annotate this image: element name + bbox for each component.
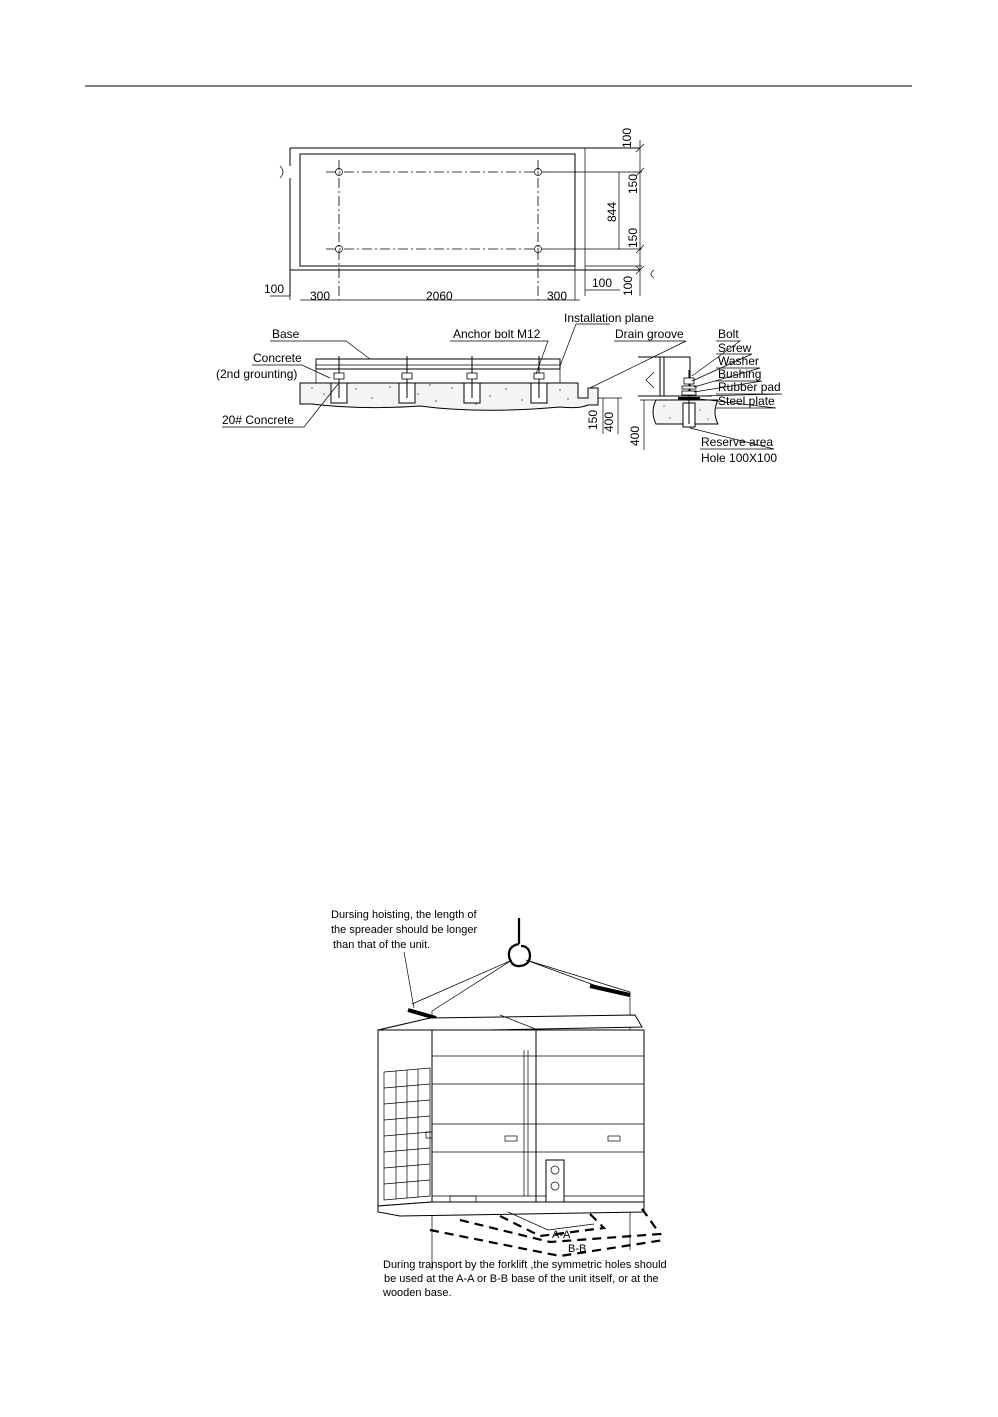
dim-left-100: 100 [264, 282, 285, 296]
dim-right-lower-150: 150 [626, 227, 640, 248]
base-label: Base [272, 327, 300, 341]
dim-top-100: 100 [620, 127, 634, 148]
steel-plate-label: Steel plate [718, 394, 775, 408]
forklift-note-line-3: wooden base. [383, 1287, 452, 1299]
bushing-label: Bushing [718, 367, 762, 381]
hole-size-label: Hole 100X100 [701, 451, 778, 465]
dim-right-upper-150: 150 [626, 173, 640, 194]
dim-400-right: 400 [602, 411, 616, 432]
dim-right-300: 300 [547, 289, 568, 303]
base-rail [316, 359, 560, 369]
drain-groove-label: Drain groove [615, 327, 684, 341]
concrete-label: Concrete [253, 351, 302, 365]
dim-height-844: 844 [605, 201, 619, 222]
forklift-note-line-2: be used at the A-A or B-B base of the unit itself, or at the [384, 1273, 659, 1285]
foundation-plan-view [264, 128, 654, 303]
anchor-detail-view [628, 327, 782, 465]
hoisting-figure [331, 909, 667, 1299]
dim-span-2060: 2060 [426, 289, 453, 303]
screw-label: Screw [718, 341, 752, 355]
hoisting-note-line-1: Dursing hoisting, the length of [331, 909, 477, 921]
hoisting-note-line-3: than that of the unit. [333, 939, 431, 951]
dim-bottom-right-100: 100 [592, 276, 613, 290]
dim-150: 150 [586, 409, 600, 430]
installation-plane-label: Installation plane [564, 311, 655, 325]
forklift-note-line-1: During transport by the forklift ,the symmetric holes should [383, 1259, 667, 1271]
bolt-label: Bolt [718, 327, 739, 341]
concrete-20-label: 20# Concrete [222, 413, 295, 427]
foundation-section-view [216, 311, 686, 434]
second-grounting-label: (2nd grounting) [216, 367, 298, 381]
washer-label: Washer [718, 354, 759, 368]
dim-left-300: 300 [310, 289, 331, 303]
label-b-b: B-B [568, 1243, 587, 1255]
anchor-bolt-label: Anchor bolt M12 [453, 327, 541, 341]
hoisting-note-line-2: the spreader should be longer [331, 924, 478, 936]
rubber-pad-label: Rubber pad [718, 380, 781, 394]
crane-hook [509, 918, 530, 966]
outdoor-unit [378, 1015, 644, 1216]
dim-400-left: 400 [628, 425, 642, 446]
dim-bottom-right-vertical-100: 100 [621, 275, 635, 296]
reserve-area-label: Reserve area [701, 435, 774, 449]
label-a-a: A-A [552, 1229, 571, 1241]
